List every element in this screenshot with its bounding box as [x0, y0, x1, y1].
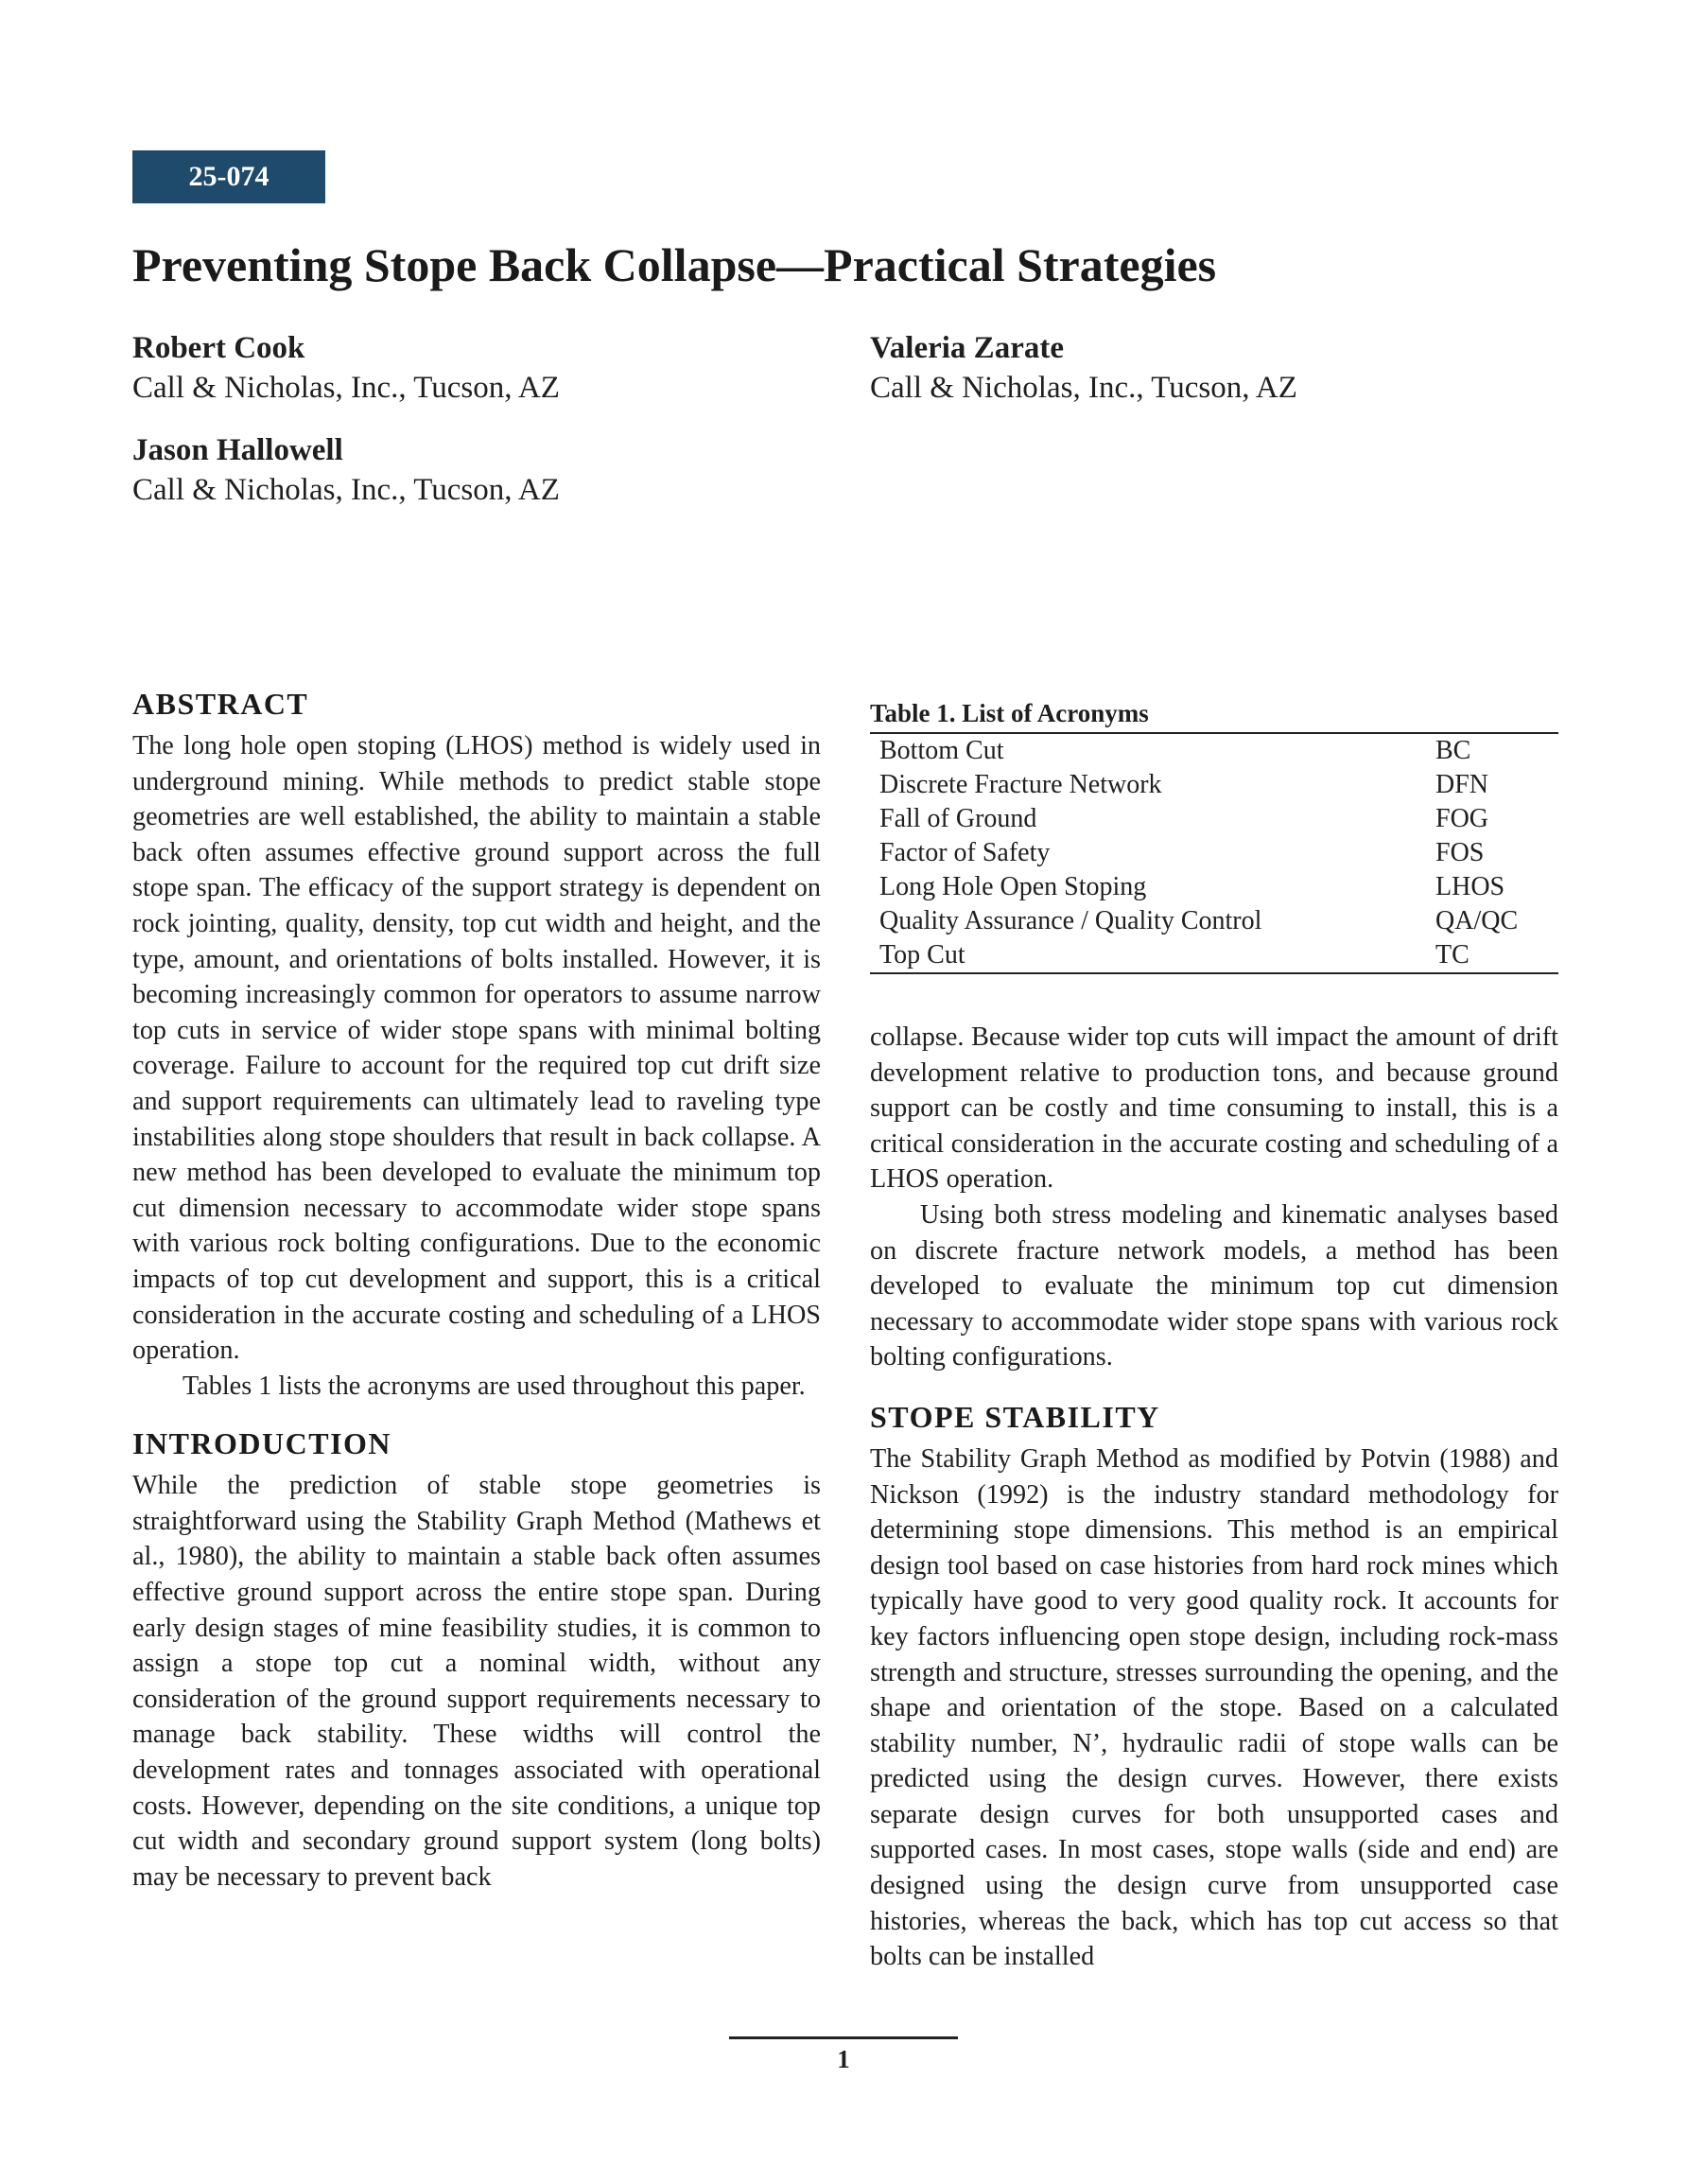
table-row: [870, 733, 1558, 768]
table-term: Discrete Fracture Network: [879, 770, 1162, 799]
stope-stability-heading: STOPE STABILITY: [870, 1399, 1160, 1434]
table-term: Bottom Cut: [879, 736, 1004, 765]
table-abbr: FOS: [1435, 838, 1485, 867]
abstract-heading: ABSTRACT: [132, 687, 309, 721]
introduction-text-part: collapse. Because wider top cuts will impact the amount of drift development relative to production tons, and because ground support can be costly and time consuming to install, this is a critical consideration in the accurate costing and scheduling of a LHOS operation.: [870, 1022, 1558, 1195]
table-abbr: LHOS: [1435, 872, 1505, 901]
author-name: Robert Cook: [132, 331, 305, 365]
table-row: [870, 836, 1558, 870]
table-row: [870, 768, 1558, 802]
stope-stability-paragraph: The Stability Graph Method as modified by Potvin (1988) and Nickson (1992) is the industry standard methodology for determining stope dimensions. This method is an empirical design tool based on case histories from hard rock mines which typically have good to very good quality rock. It accounts for key factors influencing open stope design, including rock-mass strength and structure, stresses surrounding the opening, and the shape and orientation of the stope. Based on a calculated stability number, N’, hydraulic radii of stope walls can be predicted using the design curves. However, there exists separate design curves for both unsupported cases and supported cases. In most cases, stope walls (side and end) are designed using the design curve from unsupported case histories, whereas the back, which has top cut access so that bolts can be installed: [870, 1443, 1558, 1972]
introduction-heading: INTRODUCTION: [132, 1426, 392, 1461]
table-term: Quality Assurance / Quality Control: [879, 906, 1262, 935]
author-block: [132, 430, 794, 510]
page-number: 1: [837, 2045, 850, 2073]
introduction-paragraph-continued: [870, 1020, 1558, 1197]
author-affiliation: Call & Nicholas, Inc., Tucson, AZ: [132, 371, 560, 405]
table-abbr: QA/QC: [1435, 906, 1519, 935]
table-abbr: DFN: [1435, 770, 1489, 799]
table-term: Factor of Safety: [879, 838, 1051, 867]
paper-id-badge: 25-074: [132, 150, 325, 203]
table-row: [870, 802, 1558, 836]
table-term: Long Hole Open Stoping: [879, 872, 1147, 901]
left-column: [132, 685, 821, 1895]
right-column: [870, 1020, 1558, 1975]
table-row: [870, 904, 1558, 938]
introduction-paragraph: [132, 1468, 821, 1895]
author-block: [132, 328, 794, 408]
table-term: Fall of Ground: [879, 804, 1037, 833]
acronym-table: [870, 732, 1558, 974]
author-affiliation: Call & Nicholas, Inc., Tucson, AZ: [870, 371, 1297, 405]
introduction-paragraph: Using both stress modeling and kinematic analyses based on discrete fracture network models, a method has been developed to evaluate the minimum top cut dimension necessary to accommodate wider stope spans with various rock bolting configurations.: [870, 1199, 1558, 1372]
table-abbr: FOG: [1435, 804, 1489, 833]
table-row: [870, 938, 1558, 973]
author-block: [870, 328, 1532, 408]
table-term: Top Cut: [879, 940, 965, 970]
author-name: Jason Hallowell: [132, 433, 343, 467]
introduction-text-part: While the prediction of stable stope geometries is straightforward using the Stability Graph Method (Mathews et al., 1980), the ability to maintain a stable back often assumes effective ground support across the entire stope span. During early design stages of mine feasibility studies, it is common to assign a stope top cut a nominal width, without any consideration of the ground support requirements necessary to manage back stability. These widths will control the development rates and tonnages associated with operational costs. However, depending on the site conditions, a unique top cut width and secondary ground support system (long bolts) may be necessary to prevent back: [132, 1471, 821, 1892]
abstract-paragraph: Tables 1 lists the acronyms are used throughout this paper.: [183, 1371, 806, 1401]
table-abbr: TC: [1435, 940, 1470, 970]
paper-title: Preventing Stope Back Collapse—Practical Strategies: [132, 238, 1217, 291]
table-caption: Table 1. List of Acronyms: [870, 699, 1149, 727]
abstract-paragraph: The long hole open stoping (LHOS) method is widely used in underground mining. While methods to predict stable stope geometries are well established, the ability to maintain a stable back often assumes effective ground support across the full stope span. The efficacy of the support strategy is dependent on rock jointing, quality, density, top cut width and height, and the type, amount, and orientations of bolts installed. However, it is becoming increasingly common for operators to assume narrow top cuts in service of wider stope spans with minimal bolting coverage. Failure to account for the required top cut drift size and support requirements can ultimately lead to raveling type instabilities along stope shoulders that result in back collapse. A new method has been developed to evaluate the minimum top cut dimension necessary to accommodate wider stope spans with various rock bolting configurations. Due to the economic impacts of top cut development and support, this is a critical consideration in the accurate costing and scheduling of a LHOS operation.: [132, 731, 821, 1366]
acronym-table-block: [870, 698, 1558, 974]
table-abbr: BC: [1435, 736, 1471, 765]
footer-rule: [729, 2036, 958, 2039]
author-affiliation: Call & Nicholas, Inc., Tucson, AZ: [132, 473, 560, 507]
table-row: [870, 870, 1558, 904]
author-name: Valeria Zarate: [870, 331, 1064, 365]
